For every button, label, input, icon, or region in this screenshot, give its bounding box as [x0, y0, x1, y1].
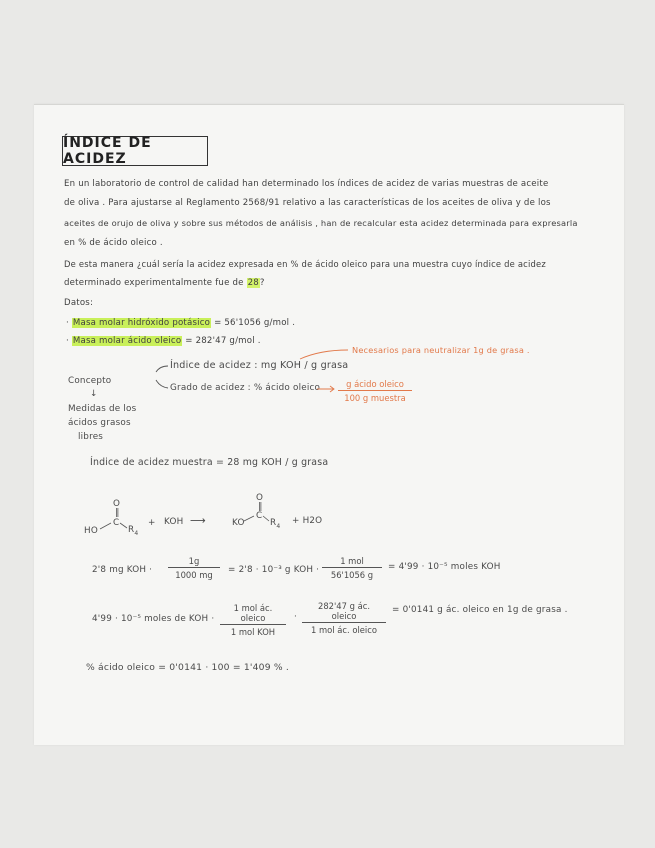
datos-item-value: = 282'47 g/mol .	[185, 336, 261, 346]
calc1-lhs: 2'8 mg KOH ·	[92, 565, 153, 575]
product-ko: KO	[232, 518, 245, 528]
fraction-numerator: 282'47 g ác. oleico	[302, 601, 386, 623]
fraction-numerator: g ácido oleico	[338, 379, 412, 391]
calc2-lhs: 4'99 · 10⁻⁵ moles de KOH ·	[92, 614, 215, 624]
datos-item-name: Masa molar ácido oleico	[72, 336, 182, 346]
question-suffix: ?	[259, 278, 265, 288]
calc2-fraction-1	[220, 603, 286, 637]
calc1-fraction-1	[168, 556, 220, 580]
necesarios-note: Necesarios para neutralizar 1g de grasa .	[352, 345, 530, 355]
fraction-denominator: 1 mol ác. oleico	[311, 625, 377, 635]
reactant-ho: HO	[84, 526, 98, 536]
question-value: 28	[247, 278, 259, 288]
r-subscript: 4	[134, 529, 139, 537]
arrow-down-icon: ↓	[90, 389, 98, 399]
datos-item-name: Masa molar hidróxido potásico	[72, 318, 211, 328]
final-result: % ácido oleico = 0'0141 · 100 = 1'409 % .	[86, 662, 290, 673]
intro-line: en % de ácido oleico .	[64, 238, 163, 248]
plus-sign: +	[148, 518, 156, 528]
double-bond: ‖	[115, 508, 120, 518]
question-prefix: determinado experimentalmente fue de	[64, 278, 247, 288]
medidas-line: ácidos grasos	[68, 418, 131, 428]
medidas-line: Medidas de los	[68, 404, 137, 414]
r-group: R	[128, 525, 135, 535]
calc2-fraction-2	[302, 601, 386, 635]
datos-item-value: = 56'1056 g/mol .	[214, 318, 296, 328]
calc2-rhs: = 0'0141 g ác. oleico en 1g de grasa .	[392, 605, 568, 615]
grado-definition: Grado de acidez : % ácido oleico	[170, 383, 321, 393]
page-title: ÍNDICE DE ACIDEZ	[62, 136, 208, 166]
water-product: + H2O	[292, 516, 323, 526]
indice-definition: Índice de acidez : mg KOH / g grasa	[170, 360, 349, 371]
medidas-line: libres	[78, 432, 104, 442]
multiply-dot: ·	[294, 612, 297, 622]
fraction-numerator: 1 mol	[322, 556, 382, 568]
intro-line: de oliva . Para ajustarse al Reglamento 2568/91 relativo a las características de los aceites de oliva y de los	[64, 198, 551, 208]
datos-label: Datos:	[64, 298, 94, 308]
r-subscript: 4	[276, 522, 281, 530]
fraction-numerator: 1 mol ác. oleico	[220, 603, 286, 625]
question-line: De esta manera ¿cuál sería la acidez expresada en % de ácido oleico para una muestra cuyo índice de acidez	[64, 259, 546, 269]
fraction-denominator: 56'1056 g	[330, 570, 374, 580]
intro-line: aceites de orujo de oliva y sobre sus métodos de análisis , han de recalcular esta acidez determinada para expresarla	[64, 218, 578, 228]
product-carbon: C	[256, 511, 263, 521]
reaction-arrow: ⟶	[190, 514, 206, 527]
intro-line: En un laboratorio de control de calidad han determinado los índices de acidez de varias muestras de aceite	[64, 179, 549, 189]
calc1-rhs: = 4'99 · 10⁻⁵ moles KOH	[388, 562, 501, 572]
r-group: R	[270, 518, 277, 528]
fraction-denominator: 1000 mg	[175, 570, 213, 580]
double-bond: ‖	[258, 502, 263, 512]
fraction-denominator: 100 g muestra	[344, 393, 406, 403]
indice-muestra: Índice de acidez muestra = 28 mg KOH / g grasa	[90, 457, 329, 468]
bullet: ·	[66, 336, 69, 346]
concepto-label: Concepto	[68, 376, 112, 386]
bullet: ·	[66, 318, 69, 328]
koh-reactant: KOH	[164, 517, 184, 527]
fraction-denominator: 1 mol KOH	[230, 627, 276, 637]
reactant-carbon: C	[113, 518, 120, 528]
calc1-mid: = 2'8 · 10⁻³ g KOH ·	[228, 565, 320, 575]
reactant-oxygen: O	[113, 499, 121, 509]
fraction-numerator: 1g	[168, 556, 220, 568]
product-oxygen: O	[256, 493, 264, 503]
calc1-fraction-2	[322, 556, 382, 580]
